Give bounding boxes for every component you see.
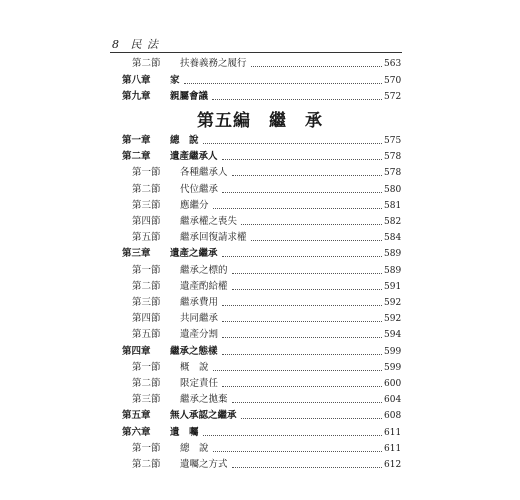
toc-entry-leader-dots	[232, 175, 382, 176]
toc-entry-leader-dots	[241, 418, 382, 419]
toc-entry-page: 578	[384, 168, 402, 179]
toc-entry-page: 592	[384, 314, 402, 325]
toc-entry-title: 總 說	[180, 442, 209, 454]
toc-entry-leader-dots	[241, 224, 382, 225]
toc-entry-title: 扶養義務之履行	[180, 58, 247, 69]
toc-entry-label: 第二節	[132, 459, 161, 470]
toc-entry-title: 家	[170, 74, 180, 86]
header-rule	[110, 52, 402, 53]
toc-entry-leader-dots	[232, 289, 382, 290]
toc-entry-label: 第三節	[132, 297, 161, 308]
toc-entry-title: 繼承回復請求權	[180, 232, 247, 244]
toc-entry	[0, 214, 520, 230]
toc-entry-label: 第四章	[122, 345, 151, 357]
toc-entry	[0, 408, 520, 424]
toc-entry-leader-dots	[222, 159, 382, 160]
toc-entry-title: 各種繼承人	[180, 167, 228, 179]
toc-entry-page: 599	[384, 362, 402, 373]
toc-entry-label: 第二節	[132, 378, 161, 389]
toc-entry-title: 遺囑之方式	[180, 459, 228, 470]
toc-entry-page: 589	[384, 265, 402, 276]
toc-entry	[0, 360, 520, 376]
toc-entry-title: 繼承之標的	[180, 264, 228, 276]
toc-entry-leader-dots	[222, 256, 382, 257]
toc-entry-leader-dots	[213, 451, 382, 452]
toc-entry-label: 第一節	[132, 361, 161, 373]
toc-entry-label: 第一章	[122, 135, 151, 146]
toc-entry	[0, 457, 520, 473]
toc-entry-page: 581	[384, 200, 402, 211]
toc-entry-leader-dots	[213, 370, 382, 371]
toc-entry-title: 繼承之態樣	[170, 345, 218, 357]
part-title: 第五編 繼 承	[197, 111, 323, 131]
toc-entry	[0, 441, 520, 457]
toc-entry	[0, 295, 520, 311]
toc-entry-label: 第六章	[122, 426, 151, 438]
toc-entry	[0, 311, 520, 327]
toc-entry-title: 遺產之繼承	[170, 248, 218, 260]
toc-entry	[0, 279, 520, 295]
toc-entry	[0, 133, 520, 149]
toc-entry-page: 594	[384, 330, 402, 341]
toc-entry	[0, 392, 520, 408]
toc-entry-label: 第四節	[132, 216, 161, 227]
toc-entry-leader-dots	[203, 143, 382, 144]
toc-entry-page: 584	[384, 233, 402, 244]
toc-entry-label: 第五節	[132, 232, 161, 244]
toc-entry	[0, 376, 520, 392]
toc-entry-page: 611	[384, 427, 402, 438]
toc-entry-leader-dots	[232, 273, 382, 274]
toc-entry-page: 608	[384, 411, 402, 422]
toc-entry-page: 563	[384, 59, 402, 69]
toc-entry	[0, 344, 520, 360]
toc-entry-label: 第三章	[122, 248, 151, 260]
toc-entry-leader-dots	[222, 321, 382, 322]
toc-entry-leader-dots	[251, 66, 382, 67]
toc-entry-page: 578	[384, 152, 402, 163]
toc-entry-page: 589	[384, 249, 402, 260]
toc-entry	[0, 425, 520, 441]
toc-entry-title: 遺產分割	[180, 329, 219, 341]
toc-entry-title: 親屬會議	[170, 91, 209, 102]
toc-entry-title: 共同繼承	[180, 313, 219, 325]
toc-entry-label: 第一節	[132, 264, 161, 276]
toc-entry-page: 570	[384, 75, 402, 86]
toc-entry	[0, 165, 520, 181]
toc-entry-label: 第九章	[122, 91, 151, 102]
toc-entry-label: 第五節	[132, 329, 161, 341]
toc-entry-title: 無人承認之繼承	[170, 410, 237, 422]
toc-entry-page: 572	[384, 92, 402, 102]
toc-entry	[0, 73, 520, 89]
toc-entry-label: 第二章	[122, 151, 151, 163]
toc-entry-title: 應繼分	[180, 199, 209, 211]
toc-entry-title: 限定責任	[180, 378, 219, 389]
toc-entry-label: 第二節	[132, 280, 161, 292]
toc-entry-page: 575	[384, 136, 402, 146]
toc-entry-page: 600	[384, 379, 402, 389]
toc-entry-title: 繼承權之喪失	[180, 216, 238, 227]
toc-entry-page: 599	[384, 346, 402, 357]
toc-entry-title: 代位繼承	[180, 183, 219, 195]
toc-entry-label: 第二節	[132, 58, 161, 69]
toc-entry-leader-dots	[213, 208, 382, 209]
toc-entry-title: 繼承之拋棄	[180, 394, 228, 406]
toc-entry-label: 第四節	[132, 313, 161, 325]
toc-entry-label: 第三節	[132, 199, 161, 211]
toc-entry-leader-dots	[222, 192, 382, 193]
toc-entry	[0, 246, 520, 262]
toc-entry	[0, 56, 520, 72]
running-head	[112, 36, 159, 52]
toc-entry	[0, 263, 520, 279]
toc-entry-title: 總 說	[170, 135, 199, 146]
running-head-title: 民 法	[130, 38, 159, 51]
toc-entry-page: 604	[384, 395, 402, 406]
running-head-page-number: 8	[112, 38, 120, 51]
toc-entry	[0, 182, 520, 198]
toc-entry-page: 591	[384, 281, 402, 292]
toc-entry-leader-dots	[232, 467, 382, 468]
toc-entry-leader-dots	[232, 402, 382, 403]
toc-entry-label: 第五章	[122, 410, 151, 422]
toc-entry-label: 第三節	[132, 394, 161, 406]
toc-entry	[0, 230, 520, 246]
toc-entry-page: 611	[384, 443, 402, 454]
toc-entry-page: 612	[384, 460, 402, 470]
toc-entry-title: 概 說	[180, 361, 209, 373]
toc-entry-leader-dots	[251, 240, 382, 241]
toc-entry-leader-dots	[222, 354, 382, 355]
toc-entry	[0, 198, 520, 214]
toc-entry-leader-dots	[222, 337, 382, 338]
toc-entry-label: 第一節	[132, 167, 161, 179]
toc-entry-leader-dots	[212, 99, 382, 100]
toc-entry-page: 592	[384, 298, 402, 308]
toc-entry-page: 580	[384, 184, 402, 195]
toc-entry	[0, 89, 520, 105]
toc-entry	[0, 327, 520, 343]
toc-entry	[0, 149, 520, 165]
toc-entry-title: 遺產繼承人	[170, 151, 218, 163]
toc-entry-label: 第八章	[122, 74, 151, 86]
toc-entry-title: 繼承費用	[180, 297, 219, 308]
toc-entry-leader-dots	[184, 83, 382, 84]
toc-entry-leader-dots	[203, 435, 382, 436]
toc-entry-leader-dots	[222, 305, 382, 306]
toc-entry-title: 遺產酌給權	[180, 280, 228, 292]
toc-entry-title: 遺 囑	[170, 426, 199, 438]
toc-entry-label: 第一節	[132, 442, 161, 454]
toc-entry-label: 第二節	[132, 183, 161, 195]
toc-entry-page: 582	[384, 217, 402, 227]
toc-entry-leader-dots	[222, 386, 382, 387]
